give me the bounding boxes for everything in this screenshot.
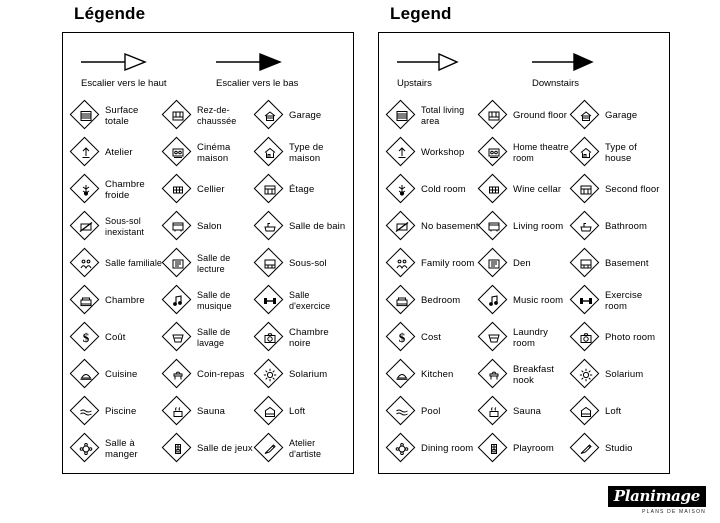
legend-item-label: Workshop — [421, 147, 465, 158]
legend-item — [71, 134, 163, 171]
bedroom-icon — [71, 286, 101, 316]
legend-item — [571, 208, 663, 245]
second-floor-icon — [571, 175, 601, 205]
legend-grid-french — [63, 89, 353, 467]
arrow-solid-right-icon — [532, 49, 594, 75]
workshop-icon — [71, 138, 101, 168]
legend-item — [387, 208, 479, 245]
legend-item — [163, 208, 255, 245]
legend-item-label: Sous-sol inexistant — [105, 216, 145, 237]
legend-item-label: Home theatre room — [513, 142, 569, 163]
legend-item — [387, 97, 479, 134]
legend-item-label: Cellier — [197, 184, 225, 195]
legend-item-label: Salle de lecture — [197, 253, 231, 274]
exercise-room-icon — [571, 286, 601, 316]
legend-item — [479, 356, 571, 393]
bathroom-icon — [255, 212, 285, 242]
legend-item — [255, 134, 347, 171]
legend-item-label: Salle de lavage — [197, 327, 231, 348]
no-basement-icon — [71, 212, 101, 242]
legend-item — [479, 208, 571, 245]
legend-item-label: Playroom — [513, 443, 554, 454]
page-title-french: Légende — [74, 4, 146, 23]
legend-item-label: Exercise room — [605, 289, 643, 312]
garage-icon — [255, 101, 285, 131]
legend-item — [163, 430, 255, 467]
no-basement-icon — [387, 212, 417, 242]
stairs-down-label-english: Downstairs — [532, 78, 579, 89]
arrow-outline-right-icon — [397, 49, 459, 75]
legend-item-label: Sauna — [513, 406, 541, 417]
kitchen-icon — [387, 360, 417, 390]
logo — [608, 486, 706, 515]
legend-item-label: Family room — [421, 258, 475, 269]
legend-item — [571, 97, 663, 134]
legend-item-label: Second floor — [605, 184, 660, 195]
living-room-icon — [479, 212, 509, 242]
legend-item-label: Salle de bain — [289, 221, 346, 232]
legend-item — [71, 171, 163, 208]
legend-item — [571, 134, 663, 171]
legend-item-label: Sous-sol — [289, 258, 327, 269]
ground-floor-icon — [479, 101, 509, 131]
legend-item — [571, 171, 663, 208]
legend-item-label: Den — [513, 258, 531, 269]
den-icon — [479, 249, 509, 279]
cost-icon: $ — [71, 323, 101, 353]
legend-item-label: Pool — [421, 406, 441, 417]
stairs-up-label-french: Escalier vers le haut — [81, 78, 167, 89]
breakfast-nook-icon — [479, 360, 509, 390]
second-floor-icon — [255, 175, 285, 205]
legend-item — [163, 393, 255, 430]
legend-item — [255, 356, 347, 393]
legend-item — [571, 319, 663, 356]
legend-item-label: Studio — [605, 443, 633, 454]
laundry-room-icon — [163, 323, 193, 353]
legend-item — [255, 97, 347, 134]
legend-item-label: Cost — [421, 332, 441, 343]
legend-grid-english — [379, 89, 669, 467]
legend-item — [71, 356, 163, 393]
legend-item — [387, 319, 479, 356]
photo-room-icon — [255, 323, 285, 353]
basement-icon — [571, 249, 601, 279]
total-living-area-icon — [387, 101, 417, 131]
stairs-up-label-english: Upstairs — [397, 78, 432, 89]
legend-item — [571, 282, 663, 319]
legend-item-label: Type of house — [605, 141, 637, 164]
legend-item — [255, 208, 347, 245]
legend-item-label: Chambre — [105, 295, 145, 306]
legend-item — [387, 282, 479, 319]
ground-floor-icon — [163, 101, 193, 131]
solarium-icon — [571, 360, 601, 390]
music-room-icon — [479, 286, 509, 316]
basement-icon — [255, 249, 285, 279]
logo-tagline: PLANS DE MAISON — [642, 509, 706, 515]
legend-item — [571, 430, 663, 467]
cold-room-icon — [71, 175, 101, 205]
workshop-icon — [387, 138, 417, 168]
loft-icon — [255, 397, 285, 427]
legend-item — [71, 282, 163, 319]
legend-item — [387, 171, 479, 208]
legend-item — [571, 245, 663, 282]
legend-item-label: Salon — [197, 221, 222, 232]
legend-item — [71, 245, 163, 282]
legend-item-label: Cold room — [421, 184, 466, 195]
legend-item-label: Chambre froide — [105, 178, 145, 201]
legend-item — [479, 97, 571, 134]
home-theatre-icon — [163, 138, 193, 168]
playroom-icon — [479, 434, 509, 464]
stairs-down-french — [208, 49, 353, 89]
sauna-icon — [163, 397, 193, 427]
legend-item-label: Solarium — [605, 369, 644, 380]
legend-item — [255, 245, 347, 282]
playroom-icon — [163, 434, 193, 464]
legend-item-label: Cinéma maison — [197, 141, 231, 164]
legend-item — [479, 430, 571, 467]
type-of-house-icon — [571, 138, 601, 168]
legend-item — [479, 171, 571, 208]
arrow-solid-right-icon — [216, 49, 282, 75]
legend-item — [387, 134, 479, 171]
legend-item-label: Laundry room — [513, 326, 549, 349]
legend-item — [387, 356, 479, 393]
legend-item-label: Cuisine — [105, 369, 138, 380]
legend-item — [71, 319, 163, 356]
legend-item — [255, 171, 347, 208]
legend-item — [479, 282, 571, 319]
logo-brand: Planimage — [608, 486, 706, 507]
legend-item-label: Étage — [289, 184, 315, 195]
legend-item-label: Photo room — [605, 332, 656, 343]
legend-item-label: Salle de jeux — [197, 443, 253, 454]
legend-item-label: Loft — [289, 406, 306, 417]
legend-item — [479, 393, 571, 430]
family-room-icon — [387, 249, 417, 279]
family-room-icon — [71, 249, 101, 279]
legend-item — [387, 430, 479, 467]
legend-item-label: Ground floor — [513, 110, 568, 121]
legend-item — [387, 245, 479, 282]
legend-item-label: Coût — [105, 332, 126, 343]
cost-icon: $ — [387, 323, 417, 353]
kitchen-icon — [71, 360, 101, 390]
legend-item-label: Chambre noire — [289, 326, 329, 349]
living-room-icon — [163, 212, 193, 242]
legend-item — [163, 356, 255, 393]
sauna-icon — [479, 397, 509, 427]
stairs-down-label-french: Escalier vers le bas — [216, 78, 299, 89]
legend-item-label: Breakfast nook — [513, 363, 555, 386]
legend-item-label: Kitchen — [421, 369, 454, 380]
legend-item — [255, 319, 347, 356]
legend-item-label: Wine cellar — [513, 184, 562, 195]
stairs-up-french — [63, 49, 208, 89]
legend-item — [255, 430, 347, 467]
loft-icon — [571, 397, 601, 427]
legend-item-label: Salle à manger — [105, 437, 138, 460]
legend-item — [163, 282, 255, 319]
legend-item — [71, 97, 163, 134]
cold-room-icon — [387, 175, 417, 205]
photo-room-icon — [571, 323, 601, 353]
type-of-house-icon — [255, 138, 285, 168]
legend-item-label: Bathroom — [605, 221, 647, 232]
legend-item-label: Salle d'exercice — [289, 290, 331, 311]
legend-item — [571, 356, 663, 393]
legend-item — [479, 245, 571, 282]
pool-icon — [71, 397, 101, 427]
wine-cellar-icon — [479, 175, 509, 205]
solarium-icon — [255, 360, 285, 390]
legend-item — [479, 134, 571, 171]
garage-icon — [571, 101, 601, 131]
legend-item — [163, 171, 255, 208]
wine-cellar-icon — [163, 175, 193, 205]
legend-item-label: Salle familiale — [105, 258, 163, 269]
legend-item — [571, 393, 663, 430]
exercise-room-icon — [255, 286, 285, 316]
dining-room-icon — [71, 434, 101, 464]
bedroom-icon — [387, 286, 417, 316]
legend-item — [71, 393, 163, 430]
legend-item — [479, 319, 571, 356]
legend-item — [255, 282, 347, 319]
breakfast-nook-icon — [163, 360, 193, 390]
arrow-outline-right-icon — [81, 49, 147, 75]
legend-item-label: Basement — [605, 258, 649, 269]
legend-item — [163, 319, 255, 356]
legend-item-label: Salle de musique — [197, 290, 232, 311]
legend-item-label: Garage — [289, 110, 322, 121]
legend-item-label: Rez-de-chaussée — [197, 105, 237, 126]
legend-item-label: Coin-repas — [197, 369, 245, 380]
legend-item-label: Type de maison — [289, 141, 324, 164]
home-theatre-icon — [479, 138, 509, 168]
legend-item-label: Dining room — [421, 443, 474, 454]
dining-room-icon — [387, 434, 417, 464]
legend-box-french — [62, 32, 354, 474]
legend-item — [255, 393, 347, 430]
studio-icon — [255, 434, 285, 464]
legend-item — [163, 97, 255, 134]
legend-item-label: Solarium — [289, 369, 328, 380]
stairs-header-french — [63, 33, 353, 89]
legend-item-label: Music room — [513, 295, 564, 306]
legend-item-label: Surface totale — [105, 104, 139, 127]
den-icon — [163, 249, 193, 279]
pool-icon — [387, 397, 417, 427]
legend-item — [163, 245, 255, 282]
legend-item-label: No basement — [421, 221, 479, 232]
legend-item-label: Total living area — [421, 105, 465, 126]
legend-item — [163, 134, 255, 171]
legend-item-label: Bedroom — [421, 295, 461, 306]
legend-item-label: Loft — [605, 406, 622, 417]
music-room-icon — [163, 286, 193, 316]
laundry-room-icon — [479, 323, 509, 353]
legend-box-english — [378, 32, 670, 474]
legend-item-label: Atelier — [105, 147, 133, 158]
legend-panel-english — [378, 0, 678, 474]
legend-item — [387, 393, 479, 430]
total-living-area-icon — [71, 101, 101, 131]
bathroom-icon — [571, 212, 601, 242]
stairs-up-english — [379, 49, 524, 89]
stairs-down-english — [524, 49, 669, 89]
stairs-header-english — [379, 33, 669, 89]
legend-item — [71, 430, 163, 467]
legend-item-label: Atelier d'artiste — [289, 438, 322, 459]
legend-item-label: Sauna — [197, 406, 225, 417]
legend-item-label: Living room — [513, 221, 564, 232]
page-title-english: Legend — [390, 4, 452, 23]
legend-item-label: Piscine — [105, 406, 137, 417]
legend-panel-french — [62, 0, 362, 474]
legend-item-label: Garage — [605, 110, 638, 121]
legend-item — [71, 208, 163, 245]
studio-icon — [571, 434, 601, 464]
